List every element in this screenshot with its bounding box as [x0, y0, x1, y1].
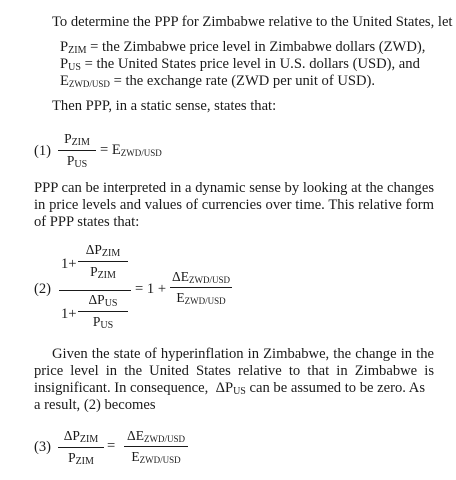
equation-2-main-bar — [59, 290, 131, 291]
hyper-para-line-2: price level in the United States relative to that in Zimbabwe is — [34, 363, 434, 379]
definition-exchange: EZWD/USD = the exchange rate (ZWD per unit of USD). — [60, 73, 376, 89]
definition-zim: $P_{ZIM}$ = the Zimbabwe price level in Zimbabwe dollars (ZWD), — [60, 39, 426, 56]
equation-2-equals: = 1 + — [135, 281, 167, 297]
equation-3-label: (3) — [34, 439, 52, 455]
equation-2-bottom-fraction: $\Delta P_{US}$ $P_{US}$ — [78, 292, 128, 331]
dynamic-para-line-1: PPP can be interpreted in a dynamic sense by looking at the changes — [34, 180, 434, 196]
intro-text: To determine the PPP for Zimbabwe relative to the United States, let — [52, 14, 453, 30]
dynamic-para-line-2: in price levels and values of currencies over time. This relative form — [34, 197, 434, 213]
dynamic-para-line-3: of PPP states that: — [34, 214, 140, 230]
equation-2-top-one-plus: 1+ — [61, 256, 77, 272]
intro-line — [52, 14, 453, 31]
equation-2-bottom-one-plus: 1+ — [61, 306, 77, 322]
equation-1-fraction: $P_{ZIM}$ $P_{US}$ — [58, 131, 96, 170]
equation-3-equals: = — [107, 438, 116, 454]
equation-2-label: (2) — [34, 281, 52, 297]
hyper-para-line-1: Given the state of hyperinflation in Zimbabwe, the change in the — [52, 346, 434, 362]
definition-us: $P_{US}$ = the United States price level in U.S. dollars (USD), and — [60, 56, 420, 73]
equation-2-rhs-fraction: ΔEZWD/USD EZWD/USD — [170, 269, 232, 306]
equation-1-rhs: = EZWD/USD — [100, 142, 162, 158]
equation-2-top-fraction: $\Delta P_{ZIM}$ $P_{ZIM}$ — [78, 242, 128, 281]
hyper-para-line-3: insignificant. In consequence, $\Delta P_{US}$ can be assumed to be zero. As — [34, 380, 425, 397]
equation-3-rhs-fraction: ΔEZWD/USD EZWD/USD — [124, 428, 188, 465]
hyper-para-line-4: a result, (2) becomes — [34, 397, 156, 413]
equation-1-label: (1) — [34, 143, 52, 159]
equation-3-lhs-fraction: $\Delta P_{ZIM}$ $P_{ZIM}$ — [58, 428, 104, 467]
then-ppp-line: Then PPP, in a static sense, states that: — [52, 98, 277, 114]
